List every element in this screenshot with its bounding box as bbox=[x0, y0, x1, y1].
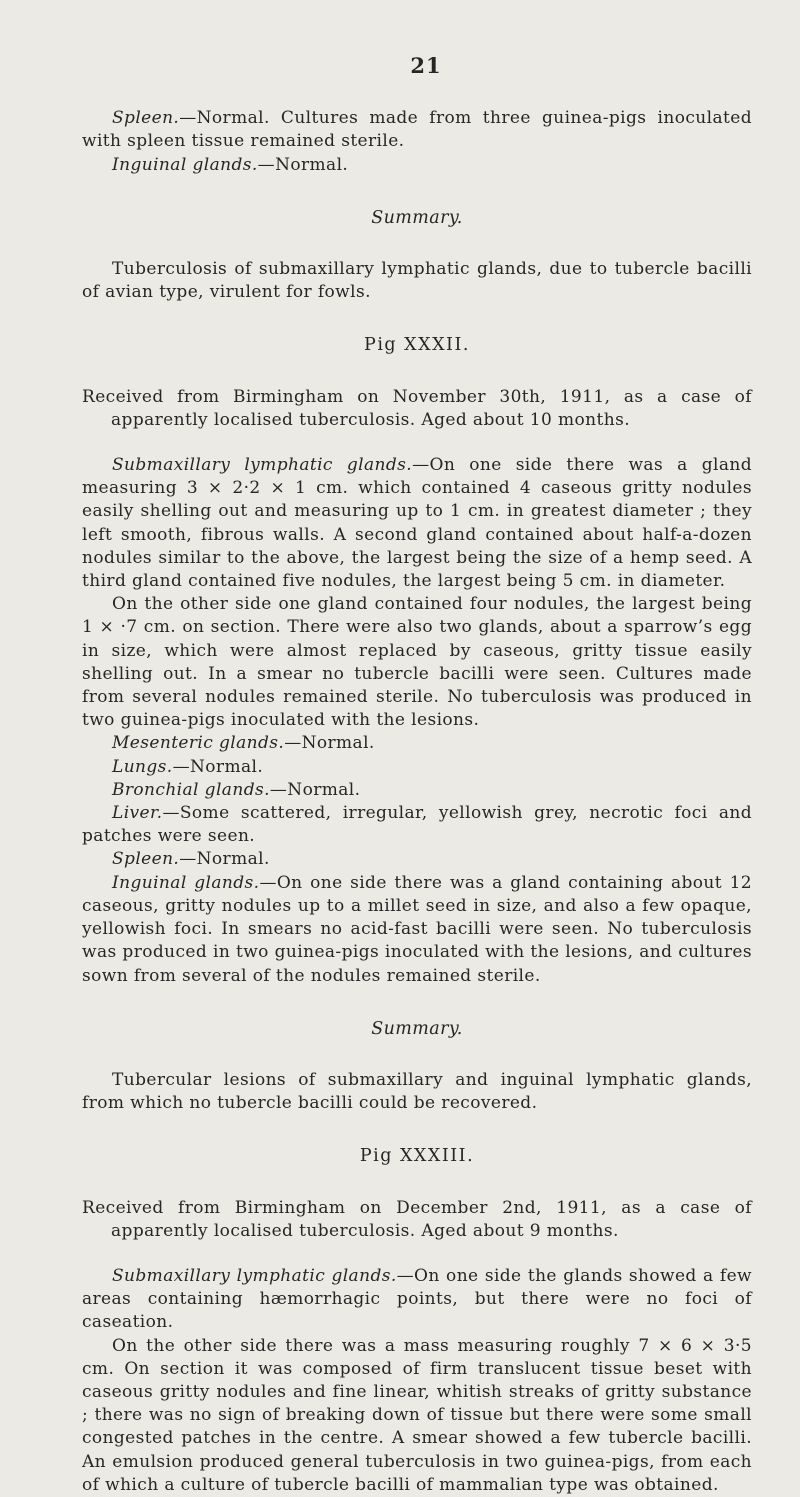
pig-32-lungs-paragraph bbox=[82, 756, 752, 779]
pig-32-liver-label: Liver. bbox=[112, 803, 163, 824]
pig-32-inguinal-label: Inguinal glands. bbox=[112, 872, 260, 893]
pig-33-heading: Pig XXXIII. bbox=[359, 1146, 475, 1167]
pig-33-received: Received from Birmingham on December 2nd, 1911, as a case of apparently localised tuberculosis. Aged about 9 months. bbox=[82, 1197, 752, 1241]
intro-spleen-paragraph bbox=[82, 107, 752, 153]
summary-1-heading: Summary. bbox=[371, 207, 463, 228]
pig-32-received: Received from Birmingham on November 30th, 1911, as a case of apparently localised tuberculosis. Aged about 10 months. bbox=[82, 386, 752, 430]
pig-32-liver-text: —Some scattered, irregular, yellowish grey, necrotic foci and patches were seen. bbox=[82, 803, 752, 847]
pig-32-lungs-text: —Normal. bbox=[172, 756, 264, 777]
summary-1-text: Tuberculosis of submaxillary lymphatic glands, due to tubercle bacilli of avian type, virulent for fowls. bbox=[82, 259, 752, 303]
pig-32-spleen-paragraph bbox=[82, 848, 752, 871]
spacer bbox=[82, 432, 752, 454]
intro-inguinal-label: Inguinal glands. bbox=[112, 154, 258, 175]
pig-32-heading: Pig XXXII. bbox=[364, 335, 470, 356]
pig-32-inguinal-paragraph bbox=[82, 872, 752, 988]
pig-32-submax-label: Submaxillary lymphatic glands. bbox=[112, 455, 413, 476]
pig-32-bronchial-label: Bronchial glands. bbox=[112, 779, 270, 800]
pig-32-lungs-label: Lungs. bbox=[112, 756, 173, 777]
intro-spleen-text: —Normal. Cultures made from three guinea-pigs inoculated with spleen tissue remained sterile. bbox=[82, 108, 752, 152]
summary-2-heading: Summary. bbox=[371, 1018, 463, 1039]
pig-32-submax-text: —On one side there was a gland measuring 3 × 2·2 × 1 cm. which contained 4 caseous gritty nodules easily shelling out and measuring up to 1 cm. in greatest diameter ; they left smooth, fibrous walls. A second gland contained about half-a-dozen nodules similar to the above, the largest being the size of a hemp seed. A third gland contained five nodules, the largest being 5 cm. in diameter. bbox=[82, 455, 752, 592]
spacer bbox=[82, 1243, 752, 1265]
pig-33-submax-paragraph bbox=[82, 1265, 752, 1335]
intro-inguinal-paragraph bbox=[82, 154, 752, 177]
pig-32-spleen-label: Spleen. bbox=[112, 849, 180, 870]
pig-32-submax-paragraph bbox=[82, 454, 752, 593]
pig-32-mesenteric-paragraph bbox=[82, 732, 752, 755]
page-number: 21 bbox=[410, 53, 442, 78]
pig-33-submax-label: Submaxillary lymphatic glands. bbox=[112, 1265, 397, 1286]
pig-32-spleen-text: —Normal. bbox=[179, 849, 270, 870]
pig-32-inguinal-text: —On one side there was a gland containing about 12 caseous, gritty nodules up to a millet seed in size, and also a few opaque, yellowish foci. In smears no acid-fast bacilli were seen. No tuberculosis was produced in two guinea-pigs inoculated with the lesions, and cultures sown from several of the nodules remained sterile. bbox=[82, 872, 753, 986]
intro-spleen-label: Spleen. bbox=[112, 108, 180, 129]
intro-inguinal-text: —Normal. bbox=[257, 154, 349, 175]
pig-32-mesenteric-text: —Normal. bbox=[284, 733, 375, 754]
pig-32-liver-paragraph bbox=[82, 802, 752, 848]
summary-2-text: Tubercular lesions of submaxillary and inguinal lymphatic glands, from which no tubercle bacilli could be recovered. bbox=[82, 1069, 752, 1114]
pig-32-mesenteric-label: Mesenteric glands. bbox=[112, 733, 285, 754]
pig-32-other-side: On the other side one gland contained four nodules, the largest being 1 × ·7 cm. on section. There were also two glands, about a sparrow’s egg in size, which were almost replaced by caseous, gritty tissue easily shelling out. In a smear no tubercle bacilli were seen. Cultures made from several nodules remained sterile. No tuberculosis was produced in two guinea-pigs inoculated with the lesions. bbox=[82, 594, 752, 731]
pig-33-other-side: On the other side there was a mass measuring roughly 7 × 6 × 3·5 cm. On section it was composed of firm translucent tissue beset with caseous gritty nodules and fine linear, whitish streaks of gritty substance ; there was no sign of breaking down of tissue but there were some small congested patches in the centre. A smear showed a few tubercle bacilli. An emulsion produced general tuberculosis in two guinea-pigs, from each of which a culture of tubercle bacilli of mammalian type was obtained. bbox=[82, 1335, 752, 1495]
pig-33-submax-text: —On one side the glands showed a few areas containing hæmorrhagic points, but there were no foci of caseation. bbox=[82, 1265, 752, 1333]
pig-32-bronchial-paragraph bbox=[82, 779, 752, 802]
pig-32-bronchial-text: —Normal. bbox=[269, 779, 361, 800]
